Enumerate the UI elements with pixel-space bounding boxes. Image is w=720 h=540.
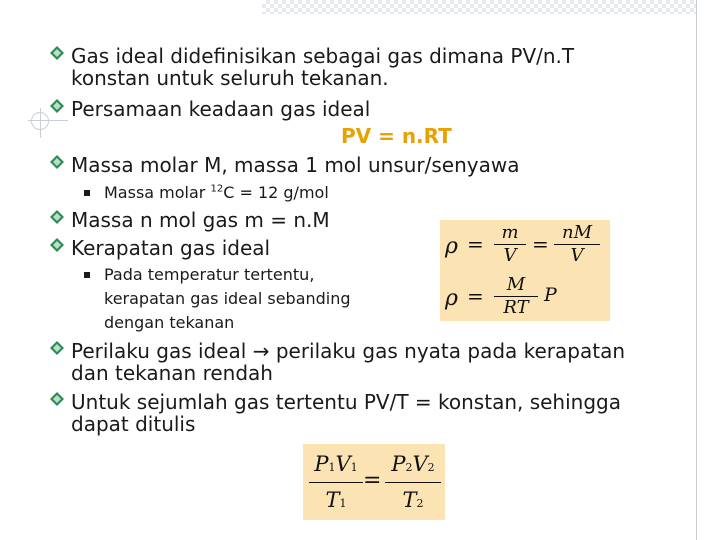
subscript-2: 2	[427, 461, 435, 474]
diamond-bullet-icon	[50, 46, 64, 60]
fraction-p1v1-over-t1	[309, 448, 363, 518]
equals-sign: =	[532, 232, 549, 256]
arrow-right-icon: →	[252, 339, 270, 363]
diamond-bullet-icon	[50, 99, 64, 113]
numerator-m: M	[506, 274, 526, 295]
fraction-m-over-rt	[494, 272, 538, 320]
diamond-bullet-icon	[50, 210, 64, 224]
bullet-1-line1: Gas ideal didefinisikan sebagai gas dimana PV/n.T	[71, 44, 575, 68]
molar-pre: Massa molar	[104, 183, 211, 202]
subscript-1: 1	[328, 461, 336, 474]
fraction-m-over-v	[494, 220, 526, 268]
subscript-2: 2	[405, 461, 413, 474]
p1-symbol: P	[314, 452, 329, 476]
denominator-v: V	[570, 245, 584, 266]
right-rule	[696, 0, 697, 540]
ideal-gas-equation: PV = n.RT	[341, 124, 452, 148]
numerator-nm: nM	[561, 222, 593, 243]
subbullet-density-l1: Pada temperatur tertentu,	[104, 265, 315, 284]
bullet-6-part-a: Perilaku gas ideal	[71, 339, 247, 363]
rho-symbol: ρ	[445, 234, 458, 259]
equals-sign: =	[363, 468, 382, 493]
numerator-m: m	[501, 222, 519, 243]
fraction-bar	[309, 482, 363, 483]
subscript-1: 1	[350, 461, 358, 474]
numerator-p2v2	[385, 452, 441, 476]
numerator-p1v1	[309, 452, 363, 476]
combined-gas-law-formula	[303, 444, 445, 520]
subscript-2: 2	[416, 497, 424, 510]
bullet-6-line2: dan tekanan rendah	[71, 361, 273, 385]
t2-symbol: T	[402, 488, 417, 512]
bullet-6-line1	[71, 340, 625, 362]
pressure-symbol: P	[544, 284, 557, 306]
subbullet-density-l3: dengan tekanan	[104, 313, 235, 332]
bullet-5-text: Kerapatan gas ideal	[71, 236, 271, 260]
p2-symbol: P	[391, 452, 406, 476]
bullet-7-line2: dapat ditulis	[71, 412, 196, 436]
fraction-bar	[385, 482, 441, 483]
diamond-bullet-icon	[50, 238, 64, 252]
diamond-bullet-icon	[50, 392, 64, 406]
molar-sup: 12	[210, 183, 224, 195]
bullet-2-text: Persamaan keadaan gas ideal	[71, 97, 371, 121]
bullet-4-text: Massa n mol gas m = n.M	[71, 208, 330, 232]
density-formula	[440, 220, 610, 321]
bullet-6-part-b: perilaku gas nyata pada kerapatan	[275, 339, 626, 363]
bullet-7-line1: Untuk sejumlah gas tertentu PV/T = konstan, sehingga	[71, 390, 621, 414]
molar-post: C = 12 g/mol	[223, 183, 329, 202]
denominator-t2	[385, 488, 441, 512]
rho-symbol: ρ	[445, 286, 458, 311]
fraction-p2v2-over-t2	[385, 448, 441, 518]
diamond-bullet-icon	[50, 341, 64, 355]
bullet-1-line2: konstan untuk seluruh tekanan.	[71, 66, 389, 90]
denominator-v: V	[503, 245, 517, 266]
subbullet-molar-mass	[104, 182, 329, 204]
crosshair-circle	[31, 112, 49, 130]
diamond-bullet-icon	[50, 155, 64, 169]
denominator-t1	[309, 488, 363, 512]
bullet-3-text: Massa molar M, massa 1 mol unsur/senyawa	[71, 153, 520, 177]
subbullet-density-l2: kerapatan gas ideal sebanding	[104, 289, 351, 308]
t1-symbol: T	[325, 488, 340, 512]
v1-symbol: V	[335, 452, 351, 476]
equals-sign: =	[467, 284, 484, 308]
square-bullet-icon	[84, 272, 90, 278]
equals-sign: =	[467, 232, 484, 256]
square-bullet-icon	[84, 190, 90, 196]
header-checker-pattern	[262, 0, 696, 14]
v2-symbol: V	[412, 452, 428, 476]
subscript-1: 1	[339, 497, 347, 510]
fraction-nm-over-v	[554, 220, 600, 268]
denominator-rt: RT	[503, 297, 529, 318]
